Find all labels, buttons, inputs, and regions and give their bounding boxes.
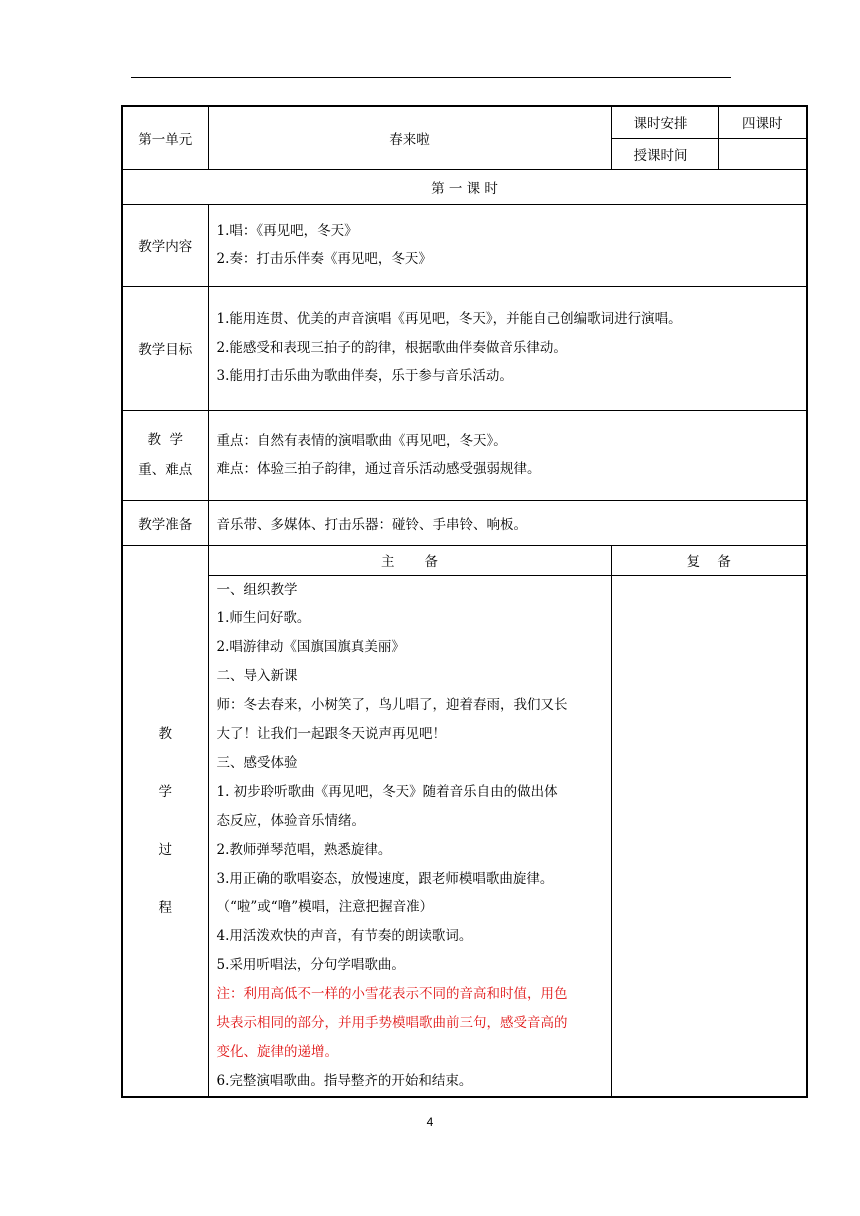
- goals-text: [208, 286, 807, 410]
- process-line: 态反应，体验音乐情绪。: [216, 812, 365, 829]
- goal-line: 1.能用连贯、优美的声音演唱《再见吧，冬天》，并能自己创编歌词进行演唱。: [216, 311, 682, 328]
- process-line: 2.唱游律动《国旗国旗真美丽》: [216, 639, 405, 656]
- process-line: 大了！让我们一起跟冬天说声再见吧！: [216, 726, 446, 743]
- preparation-text: 音乐带、多媒体、打击乐器：碰铃、手串铃、响板。: [208, 500, 807, 545]
- process-line: 6.完整演唱歌曲。指导整齐的开始和结束。: [216, 1072, 473, 1089]
- review-plan-content: [611, 575, 807, 1097]
- goal-line: 2.能感受和表现三拍子的韵律，根据歌曲伴奏做音乐律动。: [216, 339, 567, 356]
- process-label-char: 过: [158, 841, 172, 858]
- process-line: 师：冬去春来，小树笑了，鸟儿唱了，迎着春雨，我们又长: [216, 697, 568, 714]
- page-number: 4: [426, 1115, 434, 1129]
- content-line: 1.唱：《再见吧，冬天》: [216, 222, 358, 239]
- time-value: [718, 138, 807, 169]
- process-note-line: 变化、旋律的递增。: [216, 1044, 338, 1060]
- unit-cell: 第一单元: [122, 106, 208, 169]
- content-line: 2.奏：打击乐伴奏《再见吧，冬天》: [216, 251, 432, 267]
- schedule-value: 四课时: [718, 106, 807, 138]
- process-label-char: 教: [158, 725, 172, 742]
- goals-label: 教学目标: [122, 286, 208, 410]
- key-points-label: [122, 410, 208, 500]
- content-label: 教学内容: [122, 204, 208, 286]
- process-line: 1. 初步聆听歌曲《再见吧，冬天》随着音乐自由的做出体: [216, 783, 558, 800]
- key-points-text: [208, 410, 807, 500]
- process-label-char: 学: [158, 783, 172, 800]
- time-label: 授课时间: [611, 138, 718, 169]
- process-line: 3.用正确的歌唱姿态，放慢速度，跟老师模唱歌曲旋律。: [216, 870, 554, 887]
- process-line: 三、感受体验: [216, 754, 298, 771]
- process-label: [122, 545, 208, 1097]
- process-lines: [217, 576, 603, 1096]
- key-points-label-line2: 重、难点: [138, 462, 193, 478]
- process-line: 一、组织教学: [216, 581, 298, 598]
- goal-line: 3.能用打击乐曲为歌曲伴奏，乐于参与音乐活动。: [216, 368, 513, 385]
- process-line: 5.采用听唱法，分句学唱歌曲。: [216, 957, 405, 974]
- key-point-line: 重点：自然有表情的演唱歌曲《再见吧，冬天》。: [216, 432, 507, 449]
- key-point-line: 难点：体验三拍子韵律，通过音乐活动感受强弱规律。: [216, 461, 541, 477]
- process-note-line: 块表示相同的部分，并用手势模唱歌曲前三句，感受音高的: [216, 1015, 568, 1032]
- process-label-char: 程: [158, 899, 172, 916]
- process-line: （“啦”或“噜”模唱，注意把握音准）: [216, 899, 434, 916]
- review-plan-heading: 复 备: [611, 545, 807, 575]
- key-points-label-line1: 教 学: [147, 432, 184, 448]
- lesson-title: 春来啦: [208, 106, 611, 169]
- process-line: 4.用活泼欢快的声音，有节奏的朗读歌词。: [216, 928, 473, 945]
- process-note-line: 注：利用高低不一样的小雪花表示不同的音高和时值，用色: [216, 986, 568, 1003]
- lesson-plan-table: [121, 105, 808, 1098]
- preparation-label: 教学准备: [122, 500, 208, 545]
- process-line: 1.师生问好歌。: [216, 610, 311, 627]
- lesson-heading: 第 一 课 时: [122, 169, 807, 204]
- main-plan-heading: 主 备: [208, 545, 611, 575]
- process-line: 二、导入新课: [216, 668, 298, 685]
- process-line: 2.教师弹琴范唱，熟悉旋律。: [216, 841, 392, 858]
- schedule-label: 课时安排: [611, 106, 718, 138]
- content-text: [208, 204, 807, 286]
- main-plan-content: [208, 575, 611, 1097]
- header-rule: [131, 77, 731, 78]
